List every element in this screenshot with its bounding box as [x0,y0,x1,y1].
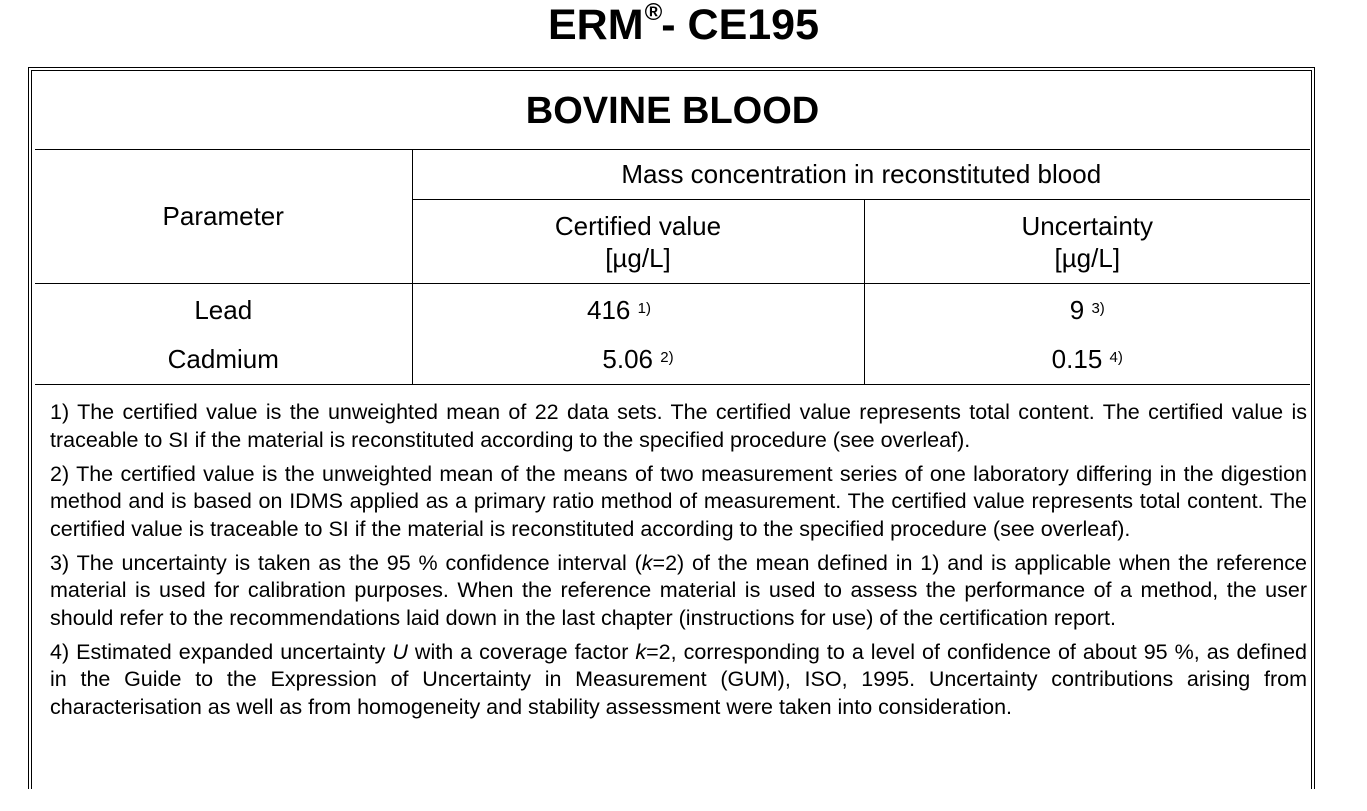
table-row [35,284,1310,336]
footnote-ref: 1) [637,300,651,317]
footnote-3 [50,550,1307,633]
footnotes [50,399,1307,728]
uncertainty-header-label: Uncertainty [1021,210,1154,241]
footnote-3-text: =2) of the mean defined in 1) and is applicable when the reference material is used for calibration purposes. When the reference material is used to assess the performance of a method, the user should refer to the recommendations laid down in the last chapter (instructions for use) of the certification report. [50,550,1307,630]
coverage-factor-symbol: k [635,639,647,664]
certified-value-unit: [µg/L] [605,242,671,273]
title-rest: - CE195 [661,1,819,49]
certified-value: 5.06 [602,344,654,374]
coverage-factor-symbol: k [641,550,653,575]
certificate-frame [28,67,1315,789]
title-main: ERM [548,1,644,49]
expanded-uncertainty-symbol: U [392,639,408,664]
certified-value-header [412,200,864,284]
certified-values-table [35,74,1310,385]
uncertainty-value: 0.15 [1051,344,1103,374]
parameter-cell: Cadmium [35,335,412,385]
footnote-1: 1) The certified value is the unweighted mean of 22 data sets. The certified value represents total content. The certified value is traceable to SI if the material is reconstituted according to the specified procedure (see overleaf). [50,400,1307,452]
certified-value-cell [412,335,864,385]
footnote-4-text: with a coverage factor [407,639,636,664]
parameter-cell: Lead [35,284,412,336]
uncertainty-cell [864,284,1310,336]
uncertainty-unit: [µg/L] [1054,242,1121,273]
uncertainty-value: 9 [1069,295,1085,325]
footnote-3-text: 3) The uncertainty is taken as the 95 % confidence interval ( [50,550,642,575]
certified-value: 416 [587,295,631,325]
footnote-2: 2) The certified value is the unweighted mean of the means of two measurement series of one laboratory differing in the digestion method and is based on IDMS applied as a primary ratio method of measurement. The certified value represents total content. The certified value is traceable to SI if the material is reconstituted according to the specified procedure (see overleaf). [50,461,1307,541]
footnote-4 [50,639,1307,722]
uncertainty-header [864,200,1310,284]
footnote-4-text: 4) Estimated expanded uncertainty [50,639,393,664]
material-name: BOVINE BLOOD [35,74,1310,150]
table-row [35,335,1310,385]
registered-mark: ® [644,0,663,26]
document-title [0,0,1367,62]
footnote-ref: 4) [1109,349,1123,366]
certified-value-header-label: Certified value [554,210,722,241]
footnote-ref: 2) [660,349,674,366]
footnote-ref: 3) [1091,300,1105,317]
footnote-4-text: =2, corresponding to a level of confidence of about 95 %, as defined in the Guide to the Expression of Uncertainty in Measurement (GUM), ISO, 1995. Uncertainty contributions arising from characterisation as well as from homogeneity and stability assessment were taken into consideration. [50,639,1307,719]
uncertainty-cell [864,335,1310,385]
mass-concentration-header: Mass concentration in reconstituted blood [412,150,1310,200]
certified-value-cell [412,284,864,336]
parameter-header: Parameter [35,150,412,284]
